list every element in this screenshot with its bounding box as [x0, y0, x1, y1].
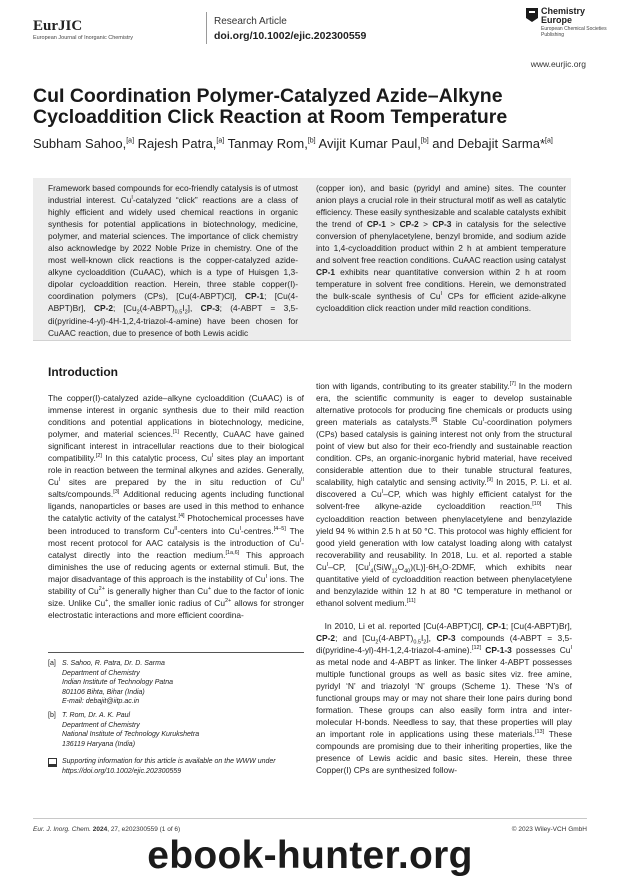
citation-year: 2024	[92, 826, 108, 833]
citation-journal: Eur. J. Inorg. Chem.	[33, 826, 93, 833]
affiliation-email[interactable]: E-mail: debajit@iitp.ac.in	[62, 698, 140, 706]
affiliation-line: National Institute of Technology Kurukshetra	[62, 731, 200, 739]
citation-details: , 27, e202300559 (1 of 6)	[107, 826, 181, 833]
supporting-information	[48, 757, 304, 776]
author-affiliation-mark: [b]	[307, 137, 316, 145]
affiliation-divider	[48, 652, 304, 653]
publisher-subtitle: European Chemical Societies Publishing	[541, 26, 607, 38]
body-text-right-column: tion with ligands, contributing to its greater stability.[7] In the modern era, the scientific community is eager to develop sustainable alternative protocols for producing fine chemicals or products using green materials as catalysts.[8] Stable $Cu^I$-coordination polymers (CPs) based catalysis is gaining interest not only from the structural point of view but also for their eco-friendly and sustainable reaction condition. CPs, an organic-inorganic hybrid material, have received considerable attention due to their tunable structural features, scalability, high catalytic and sensing activity.[9] In 2015, P. Li. et al. discovered a $Cu^I-CP$, which was highly efficient catalyst for the solvent-free alkyne-azide cycloaddition reaction.[10] This cycloaddition reaction between phenylacetylene and benzylazide yield 94 % within 2.5 h at 50 °C. This protocol was highly efficient for good yield generation with low catalyst loading along with catalyst recoverability and reusability. In 2018, Lu. et al. reported a stable $Cu^I-CP$, $[Cu^I_4(SiW_{12}O_{40})(L)]\cdot 6H_2O\cdot 2DMF$, which exhibits near quantitative yield of cycloaddition reaction between phenylacetylene and benzylazide within 12 h at 80 °C temperature in methanol or ethanol solvent medium.[11] In 2010, Li et al. reported [Cu(4-ABPT)Cl], CP-1; [Cu(4-ABPT)Br], CP-2; and $[Cu_2(4-ABPT)_{0.5}I_2]$, CP-3 compounds (4-ABPT = 3,5-di(pyridine-4-yl)-4H-1,2,4-triazol-4-amine).[12] CP-1-3 possesses $Cu^I$ as metal node and 4-ABPT as linker. The linker 4-ABPT possesses multiple functional groups as well as basic sites viz. free amine, pyridyl ‘N’ and triazolyl ‘N’ groups (Scheme 1). These ‘N’s of functional groups may or may not share their lone pairs during bond formation. These groups can also easily form intra and inter-molecular H-bonds. Needless to say, that these properties will play an important role in applications using these materials.[13] These compounds are promising due to their inheriting properties, like the presence of Lewis acidic and basic sites. Herein, these three Copper(I) CPs are synthesized follow-	[316, 381, 573, 776]
affiliation-label: [b]	[48, 712, 56, 719]
body-text-left-column: The copper(I)-catalyzed azide–alkyne cycloaddition (CuAAC) is of immense interest in organic synthesis due to their mild reaction conditions and potential applications in biotechnology, medicine, polymer, and material sciences.[1] Recently, CuAAC have gained significant interest in intracellular reactions due to their biological compatibility.[2] In this catalytic process, $Cu^I$ sites play an important role in reaction between the terminal alkynes and azides. Generally, $Cu^I$ sites are prepared by the in situ reduction of $Cu^{II}$ salts/compounds.[3] Additional reducing agents including functional ligands, nanoparticles or bases are used in this method to enhance the catalytic activity of the catalyst.[4] Photochemical processes have been introduced to transform $Cu^{II}$-centers into $Cu^I-centres.[4-5]$ The most recent protocol for AAC catalysis is the introduction of $Cu^I$-catalyst directly into the reaction medium.[1a,6] This approach diminishes the use of reducing agents or external stimuli. But, the major disadvantage of this approach is the instability of $Cu^I$ ions. The stability of $Cu^{2+}$ is generally higher than Cu+ due to the factor of ionic size. Unlike Cu+, the smaller ionic radius of $Cu^{2+}$ allows for stronger electrostatic interactions and more efficient coordina-	[48, 393, 305, 620]
supporting-info-link[interactable]: Supporting information for this article is available on the WWW under https://doi.org/10.1002/ejic.202300559	[62, 758, 276, 775]
affiliation-line: 801106 Bihta, Bihar (India)	[62, 688, 145, 696]
abstract-text-left: Framework based compounds for eco-friendly catalysis is of utmost industrial interest. $Cu^I$-catalyzed “click” reactions are a class of highly efficient and widely used chemical reactions in organic synthesis for potential applications in biotechnology, medicine, polymer, and material sciences. The importance of click chemistry also acknowledge by 2022 Noble Prize in chemistry. One of the most well-known click reactions is the copper-catalyzed azide-alkyne cycloaddition (CuAAC), which is a type of Huisgen 1,3-dipolar cycloaddition reaction. Herein, three stable copper(I)-coordination polymers (CPs), [Cu(4-ABPT)Cl], CP-1; [Cu(4-ABPT)Br], CP-2; $[Cu_2(4-ABPT)_{0.5}I_2]$, CP-3; (4-ABPT = 3,5-di(pyridine-4-yl)-4H-1,2,4-triazol-4-amine) have been chosen for CuAAC reaction, due to presence of both Lewis acidic	[48, 183, 298, 338]
author-affiliation-mark: [b]	[420, 137, 429, 145]
footer-divider	[33, 818, 587, 819]
affiliation-line: Indian Institute of Technology Patna	[62, 679, 174, 687]
author-name: Rajesh Patra,	[137, 136, 217, 151]
footer-citation	[33, 826, 180, 833]
affiliation-label: [a]	[48, 660, 56, 667]
author-list	[33, 136, 593, 151]
author-affiliation-mark: [a]	[545, 137, 553, 145]
supporting-info-icon	[48, 758, 57, 765]
affiliation-a	[48, 659, 304, 707]
author-affiliation-mark: [a]	[126, 137, 135, 145]
affiliation-line: Department of Chemistry	[62, 669, 140, 677]
article-type: Research Article	[214, 16, 287, 27]
affiliation-line: 136119 Haryana (India)	[62, 740, 136, 748]
article-title: CuI Coordination Polymer-Catalyzed Azide–Alkyne Cycloaddition Click Reaction at Room Temperature	[33, 85, 508, 128]
author-name: Subham Sahoo,	[33, 136, 127, 151]
affiliation-b	[48, 711, 304, 749]
publisher-name: Chemistry Europe	[541, 6, 586, 25]
journal-full-name: European Journal of Inorganic Chemistry	[33, 35, 133, 41]
affiliation-line: S. Sahoo, R. Patra, Dr. D. Sarma	[62, 660, 165, 667]
footer-copyright: © 2023 Wiley-VCH GmbH	[511, 826, 587, 833]
affiliation-line: T. Rom, Dr. A. K. Paul	[62, 712, 131, 719]
author-name: and Debajit Sarma*	[432, 136, 546, 151]
author-name: Avijit Kumar Paul,	[318, 136, 421, 151]
journal-logo: EurJIC	[33, 18, 83, 34]
header-divider	[206, 12, 207, 44]
watermark-text: ebook-hunter.org	[147, 834, 473, 877]
author-name: Tanmay Rom,	[227, 136, 308, 151]
article-doi-link[interactable]: doi.org/10.1002/ejic.202300559	[214, 30, 367, 42]
affiliation-line: Department of Chemistry	[62, 721, 140, 729]
abstract-box	[33, 178, 571, 341]
abstract-text-right: (copper ion), and basic (pyridyl and amine) sites. The counter anion plays a crucial role in their structural motif as well as catalytic efficiency. These easily synthesizable and scalable catalysts exhibit the trend of CP-1 > CP-2 > CP-3 in catalysis for the selective conversion of phenylacetylene, benzyl bromide, and sodium azide into 1,4-cycloaddition product within 2 h at ambient temperature and solvent free reaction conditions. CuAAC reaction using catalyst CP-1 exhibits near quantitative conversion within 2 h at room temperature in solvent free conditions. Herein, we demonstrated the bulk-scale synthesis of $Cu^I$ CPs for efficient azide-alkyne cycloaddition click reaction under mild reaction conditions.	[316, 183, 566, 314]
journal-website-link[interactable]: www.eurjic.org	[530, 59, 586, 69]
author-affiliation-mark: [a]	[216, 137, 225, 145]
chemistry-europe-logo-icon	[526, 8, 538, 22]
section-heading-introduction: Introduction	[48, 365, 118, 379]
